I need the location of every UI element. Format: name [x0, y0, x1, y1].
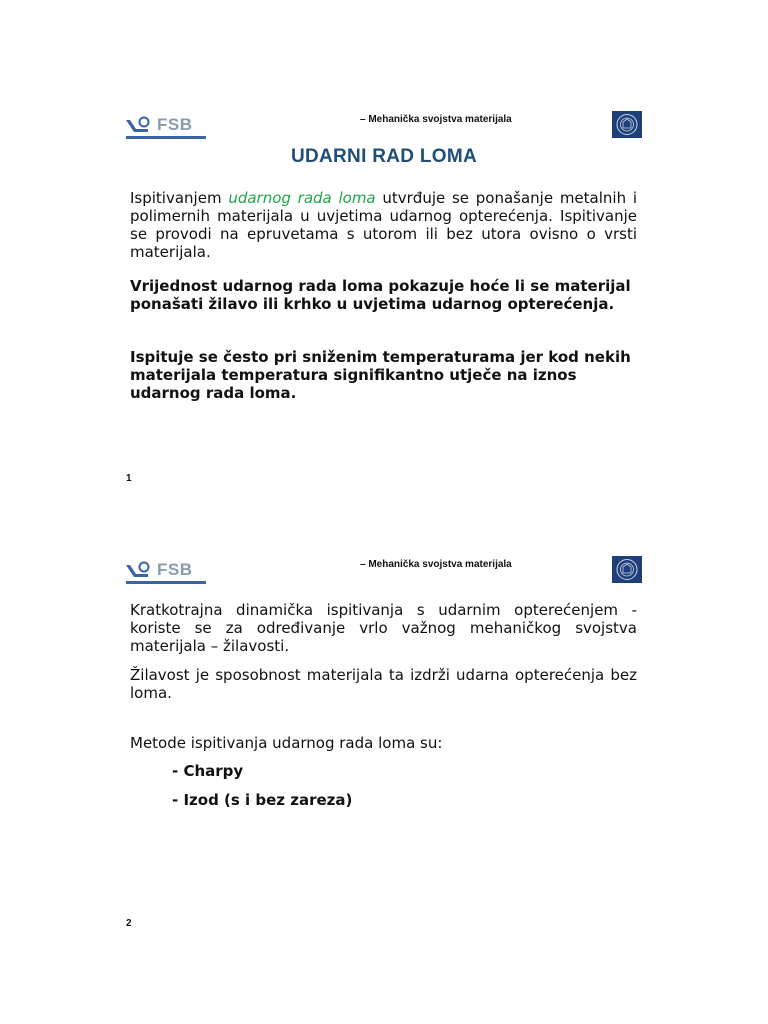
fsb-logo [124, 111, 206, 139]
logo-underline [126, 581, 206, 584]
dynamic-testing-paragraph: Kratkotrajna dinamička ispitivanja s udarnim opterećenjem - koriste se za određivanje vrlo važnog mehaničkog svojstva materijala – žilavosti. [130, 601, 637, 655]
intro-text-end: utvrđuje se ponašanje metalnih i polimernih materijala u uvjetima udarnog opterećenja. Ispitivanje se provodi na epruvetama s utorom ili bez utora ovisno o vrsti materijala. [130, 189, 637, 261]
fsb-logo-mark-icon [124, 114, 154, 136]
temperature-paragraph: Ispituje se često pri sniženim temperaturama jer kod nekih materijala temperatura signifikantno utječe na iznos udarnog rada loma. [130, 348, 631, 402]
logo-underline [126, 136, 206, 139]
methods-intro: Metode ispitivanja udarnog rada loma su: [130, 734, 443, 752]
university-seal-icon [612, 111, 642, 138]
toughness-paragraph: Vrijednost udarnog rada loma pokazuje hoće li se materijal ponašati žilavo ili krhko u uvjetima udarnog opterećenja. [130, 277, 631, 313]
toughness-definition: Žilavost je sposobnost materijala ta izdrži udarna opterećenja bez loma. [130, 666, 637, 702]
page-number: 2 [126, 918, 132, 929]
intro-paragraph [130, 189, 637, 261]
fsb-logo-mark-icon [124, 559, 154, 581]
header-subtitle: – Mehanička svojstva materijala [360, 559, 512, 570]
fsb-logo [124, 556, 206, 584]
slide-title: UDARNI RAD LOMA [290, 146, 478, 167]
logo-text: FSB [157, 115, 193, 134]
page-number: 1 [126, 473, 132, 484]
header-subtitle: – Mehanička svojstva materijala [360, 114, 512, 125]
university-seal-icon [612, 556, 642, 583]
highlight-term: udarnog rada loma [228, 189, 376, 207]
logo-text: FSB [157, 560, 193, 579]
intro-text-start: Ispitivanjem [130, 189, 229, 207]
method-izod: - Izod (s i bez zareza) [172, 791, 353, 809]
slide-2 [0, 512, 768, 1024]
method-charpy: - Charpy [172, 762, 244, 780]
